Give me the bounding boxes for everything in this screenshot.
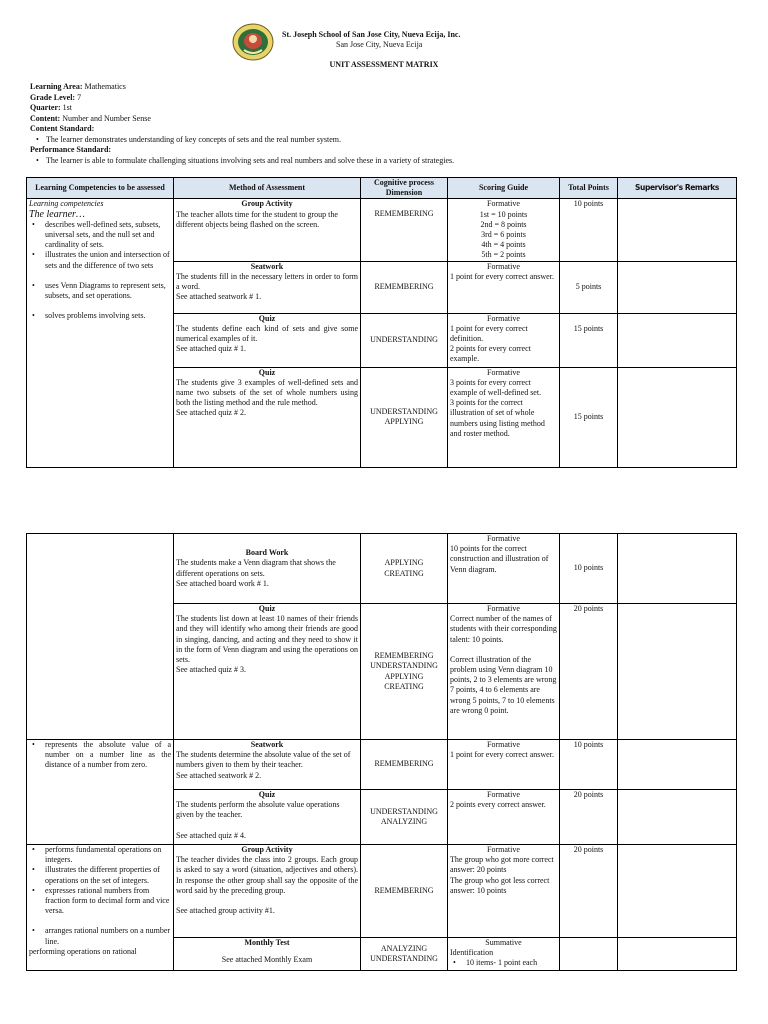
header-cognitive: Cognitive process Dimension	[361, 178, 448, 199]
points-cell: 10 points	[560, 199, 618, 261]
competencies-cell	[27, 534, 174, 740]
scoring-cell	[448, 367, 560, 467]
competency-item: • arranges rational numbers on a number line.	[29, 926, 171, 946]
points-cell: 10 points	[560, 740, 618, 790]
cognitive-cell: UNDERSTANDING ANALYZING	[361, 790, 448, 845]
scoring-line: 2nd = 8 points	[480, 219, 527, 229]
remarks-cell[interactable]	[618, 261, 737, 313]
scoring-item: • 10 items- 1 point each	[450, 958, 557, 968]
competency-item: • solves problems involving sets.	[29, 311, 171, 321]
course-info	[30, 82, 750, 166]
competency-item: • illustrates the union and intersection of sets and the difference of two sets	[29, 250, 171, 270]
points-cell: 15 points	[560, 313, 618, 367]
method-title: Quiz	[258, 313, 276, 323]
assessment-matrix-table-2	[26, 533, 737, 971]
method-title: Group Activity	[241, 199, 293, 209]
method-cell	[174, 313, 361, 367]
points-cell: 20 points	[560, 790, 618, 845]
performance-standard-label: Performance Standard:	[30, 145, 112, 154]
method-ref: See attached board work # 1.	[176, 578, 269, 588]
header-competencies: Learning Competencies to be assessed	[27, 178, 174, 199]
method-text: The students determine the absolute value of the set of numbers given to them by their teacher.	[176, 750, 351, 770]
competencies-cell	[27, 199, 174, 467]
method-title: Quiz	[258, 367, 276, 377]
content-line: Content: Number and Number Sense	[30, 113, 151, 123]
competency-item: • uses Venn Diagrams to represent sets, subsets, and set operations.	[29, 281, 171, 301]
points-cell: 20 points	[560, 604, 618, 740]
method-title: Board Work	[245, 548, 289, 558]
scoring-line: 5th = 2 points	[481, 250, 526, 260]
cognitive-cell: REMEMBERING	[361, 845, 448, 938]
cognitive-cell: UNDERSTANDING	[361, 313, 448, 367]
method-cell	[174, 604, 361, 740]
method-ref: See attached quiz # 3.	[176, 665, 246, 675]
method-cell	[174, 199, 361, 261]
scoring-type: Formative	[487, 790, 520, 799]
scoring-cell	[448, 313, 560, 367]
scoring-text: 3 points for every correct example of well-defined set.	[450, 377, 542, 398]
scoring-text: The group who got more correct answer: 20 points	[450, 855, 554, 875]
scoring-line: 3rd = 6 points	[481, 230, 526, 240]
performance-standard-text: • The learner is able to formulate challenging situations involving sets and real numbers and solve these in a variety of strategies.	[30, 156, 750, 167]
scoring-cell	[448, 790, 560, 845]
remarks-cell[interactable]	[618, 534, 737, 604]
cognitive-cell: ANALYZING UNDERSTANDING	[361, 938, 448, 971]
method-ref: See attached group activity #1.	[176, 906, 275, 916]
content-standard-label: Content Standard:	[30, 124, 95, 133]
scoring-line: 4th = 4 points	[481, 240, 526, 250]
method-text: The students fill in the necessary letters in order to form a word.	[176, 271, 358, 292]
scoring-text: 10 points for the correct construction and illustration of Venn diagram.	[450, 544, 549, 574]
competencies-cell	[27, 740, 174, 845]
method-text: The students perform the absolute value operations given by the teacher.	[176, 800, 340, 820]
method-title: Quiz	[258, 790, 276, 799]
scoring-type: Formative	[487, 604, 520, 613]
content-standard-text: • The learner demonstrates understanding of key concepts of sets and the real number system.	[30, 135, 750, 146]
scoring-text: 2 points for every correct example.	[450, 344, 531, 364]
scoring-text: 3 points for the correct illustration of set of whole numbers using listing method and roster method.	[450, 398, 545, 438]
quarter-line: Quarter: 1st	[30, 103, 72, 112]
method-cell	[174, 740, 361, 790]
competency-item: • illustrates the different properties of operations on the set of integers.	[29, 865, 171, 885]
method-ref: See attached seatwork # 1.	[176, 292, 262, 302]
remarks-cell[interactable]	[618, 938, 737, 971]
competency-item: • performs fundamental operations on integers.	[29, 845, 171, 865]
points-cell: 5 points	[560, 261, 618, 313]
method-ref: See attached Monthly Exam	[221, 955, 313, 965]
competencies-learner: The learner…	[29, 208, 85, 220]
points-cell: 10 points	[560, 534, 618, 604]
method-text: The teacher allots time for the student to group the different objects being flashed on the screen.	[176, 209, 338, 229]
scoring-cell	[448, 534, 560, 604]
cognitive-cell: UNDERSTANDING APPLYING	[361, 367, 448, 467]
method-text: The students list down at least 10 names of their friends and they will identify who among their friends are good in singing, dancing, and acting and they need to show it in the form of Venn diagram and using the operations on sets.	[176, 614, 358, 665]
scoring-type: Formative	[487, 367, 520, 377]
scoring-cell	[448, 938, 560, 971]
assessment-matrix-table-1	[26, 177, 737, 468]
points-cell: 20 points	[560, 845, 618, 938]
method-text: The teacher divides the class into 2 groups. Each group is asked to say a word (situation, adjectives and others). In response the other group shall say the opposite of the word said by the preceding group.	[176, 855, 358, 895]
scoring-text: 1 point for every correct answer.	[450, 750, 554, 760]
method-cell	[174, 261, 361, 313]
header-remarks: Supervisor's Remarks	[618, 178, 737, 199]
method-cell	[174, 938, 361, 971]
method-text: The students make a Venn diagram that shows the different operations on sets.	[176, 558, 336, 578]
scoring-type: Summative	[485, 938, 522, 947]
method-ref: See attached quiz # 4.	[176, 830, 246, 840]
competencies-cell	[27, 845, 174, 971]
method-title: Seatwork	[250, 261, 284, 271]
method-ref: See attached seatwork # 2.	[176, 770, 262, 780]
competency-item: • represents the absolute value of a number on a number line as the distance of a number from zero.	[29, 740, 171, 771]
cognitive-cell: APPLYING CREATING	[361, 534, 448, 604]
scoring-type: Formative	[487, 313, 520, 323]
remarks-cell[interactable]	[618, 313, 737, 367]
method-title: Group Activity	[241, 845, 293, 854]
school-header	[0, 18, 768, 78]
cognitive-cell: REMEMBERING UNDERSTANDING APPLYING CREATING	[361, 604, 448, 740]
scoring-type: Formative	[487, 199, 520, 209]
scoring-type: Formative	[487, 740, 520, 749]
remarks-cell[interactable]	[618, 845, 737, 938]
cognitive-cell: REMEMBERING	[361, 261, 448, 313]
competency-item: • expresses rational numbers from fraction form to decimal form and vice versa.	[29, 886, 171, 917]
scoring-cell	[448, 845, 560, 938]
method-ref: See attached quiz # 2.	[176, 408, 246, 418]
remarks-cell[interactable]	[618, 367, 737, 467]
scoring-cell	[448, 199, 560, 261]
scoring-text: The group who got less correct answer: 10 points	[450, 875, 550, 895]
method-cell	[174, 367, 361, 467]
method-title: Seatwork	[250, 740, 284, 749]
header-method: Method of Assessment	[174, 178, 361, 199]
method-title: Monthly Test	[244, 938, 290, 947]
method-title: Quiz	[258, 604, 276, 613]
scoring-text: Correct illustration of the problem using Venn diagram 10 points, 2 to 3 elements are wrong 7 points, 4 to 6 elements are wrong 5 points, 7 to 10 elements are wrong 0 point.	[450, 654, 557, 715]
scoring-type: Formative	[487, 534, 520, 543]
header-scoring: Scoring Guide	[448, 178, 560, 199]
remarks-cell[interactable]	[618, 790, 737, 845]
remarks-cell[interactable]	[618, 199, 737, 261]
points-cell	[560, 938, 618, 971]
school-name: St. Joseph School of San Jose City, Nueva Ecija, Inc.	[282, 30, 461, 39]
scoring-cell	[448, 604, 560, 740]
school-address: San Jose City, Nueva Ecija	[336, 40, 423, 49]
scoring-text: 1 point for every correct definition.	[450, 323, 528, 344]
cognitive-cell: REMEMBERING	[361, 199, 448, 261]
scoring-type: Formative	[487, 261, 520, 271]
points-cell: 15 points	[560, 367, 618, 467]
cognitive-cell: REMEMBERING	[361, 740, 448, 790]
method-text: The students define each kind of sets and give some numerical examples of it.	[176, 323, 358, 344]
method-cell	[174, 534, 361, 604]
scoring-text: 2 points every correct answer.	[450, 800, 546, 810]
scoring-text: Correct number of the names of students with their corresponding talent: 10 points.	[450, 614, 557, 644]
scoring-line: 1st = 10 points	[479, 209, 528, 219]
document-title: UNIT ASSESSMENT MATRIX	[329, 60, 439, 69]
scoring-text: 1 point for every correct answer.	[450, 271, 554, 281]
competency-tail: performing operations on rational	[29, 946, 137, 956]
remarks-cell[interactable]	[618, 740, 737, 790]
scoring-text: Identification	[450, 948, 494, 958]
school-seal-logo	[232, 22, 274, 62]
learning-area-line: Learning Area: Mathematics	[30, 82, 126, 91]
scoring-cell	[448, 740, 560, 790]
scoring-type: Formative	[487, 845, 520, 854]
method-ref: See attached quiz # 1.	[176, 344, 246, 354]
competency-item: • describes well-defined sets, subsets, universal sets, and the null set and cardinality of sets.	[29, 220, 171, 251]
method-text: The students give 3 examples of well-defined sets and name two subsets of the set of whole numbers using both the listing method and the rule method.	[176, 377, 358, 408]
method-cell	[174, 790, 361, 845]
remarks-cell[interactable]	[618, 604, 737, 740]
method-cell	[174, 845, 361, 938]
competencies-heading: Learning competencies	[29, 199, 104, 209]
header-points: Total Points	[560, 178, 618, 199]
scoring-cell	[448, 261, 560, 313]
grade-level-line: Grade Level: 7	[30, 92, 82, 102]
